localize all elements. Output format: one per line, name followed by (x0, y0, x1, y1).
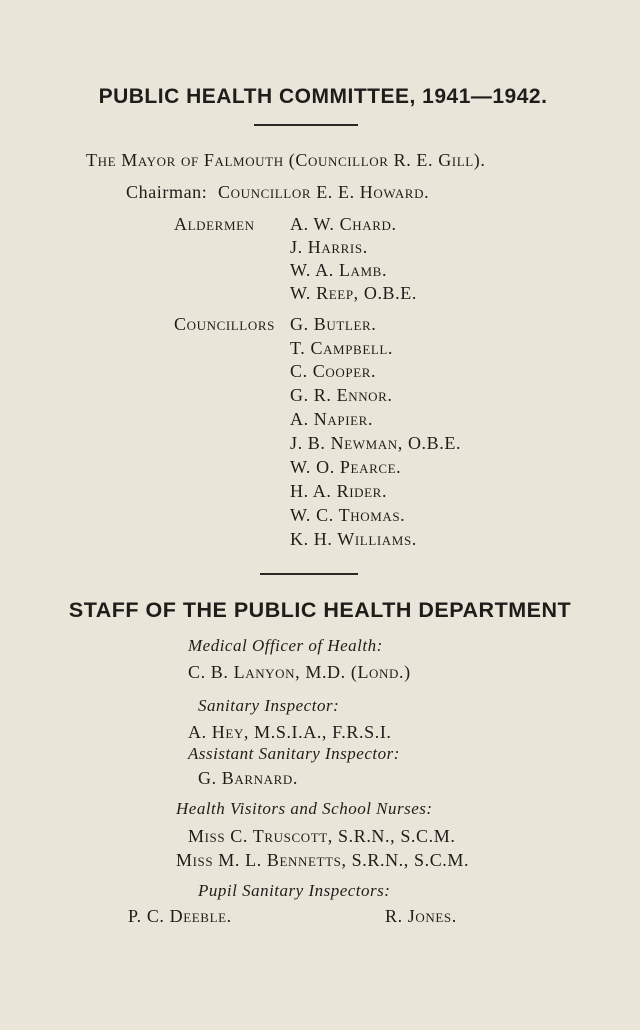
assistant-inspector-label: Assistant Sanitary Inspector: (188, 744, 400, 763)
councillor-item: C. Cooper. (290, 361, 377, 381)
councillor-item: G. R. Ennor. (290, 385, 393, 405)
sanitary-inspector-name: A. Hey, M.S.I.A., F.R.S.I. (188, 722, 392, 742)
committee-title: PUBLIC HEALTH COMMITTEE, 1941—1942. (98, 85, 548, 108)
councillors-label: Councillors (174, 314, 275, 334)
chairman-label: Chairman: (126, 182, 208, 202)
medical-officer-label: Medical Officer of Health: (188, 636, 383, 655)
middle-divider (260, 573, 358, 575)
alderman-item: W. Reep, O.B.E. (290, 283, 417, 303)
health-visitors-label: Health Visitors and School Nurses: (176, 799, 433, 818)
councillor-item: W. O. Pearce. (290, 457, 402, 477)
assistant-inspector-name: G. Barnard. (198, 768, 298, 788)
medical-officer-name: C. B. Lanyon, M.D. (Lond.) (188, 662, 411, 682)
chairman-name: Councillor E. E. Howard. (218, 182, 430, 202)
councillor-item: G. Butler. (290, 314, 377, 334)
alderman-item: J. Harris. (290, 237, 368, 257)
alderman-item: W. A. Lamb. (290, 260, 388, 280)
mayor-line: The Mayor of Falmouth (Councillor R. E. Gill). (86, 150, 486, 170)
top-divider (254, 124, 358, 126)
aldermen-label: Aldermen (174, 214, 255, 234)
pupil-inspectors-label: Pupil Sanitary Inspectors: (198, 881, 391, 900)
councillor-item: A. Napier. (290, 409, 374, 429)
sanitary-inspector-label: Sanitary Inspector: (198, 696, 340, 715)
health-visitor-item: Miss M. L. Bennetts, S.R.N., S.C.M. (176, 850, 470, 870)
pupil-inspector-item: R. Jones. (385, 906, 457, 926)
staff-title: STAFF OF THE PUBLIC HEALTH DEPARTMENT (68, 598, 572, 622)
councillor-item: T. Campbell. (290, 338, 394, 358)
pupil-inspector-item: P. C. Deeble. (128, 906, 232, 926)
councillor-item: W. C. Thomas. (290, 505, 406, 525)
councillor-item: J. B. Newman, O.B.E. (290, 433, 462, 453)
councillor-item: H. A. Rider. (290, 481, 388, 501)
health-visitor-item: Miss C. Truscott, S.R.N., S.C.M. (188, 826, 456, 846)
councillor-item: K. H. Williams. (290, 529, 417, 549)
alderman-item: A. W. Chard. (290, 214, 397, 234)
